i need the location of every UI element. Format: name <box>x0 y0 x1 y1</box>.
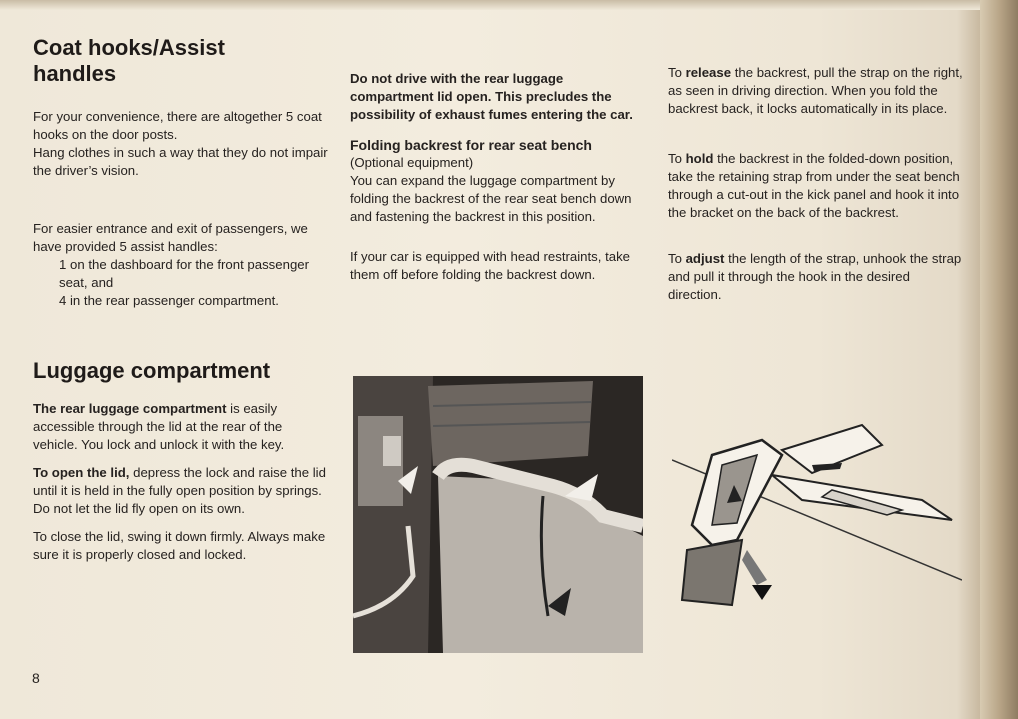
hold-pre: To <box>668 151 686 166</box>
page-number: 8 <box>32 670 40 686</box>
luggage-para-1-bold: The rear luggage compartment <box>33 401 227 416</box>
head-restraints-para: If your car is equipped with head restraints, take them off before folding the backrest down. <box>350 249 631 282</box>
strap-illustration-drawing <box>672 415 962 615</box>
adjust-para <box>668 250 966 304</box>
hold-bold: hold <box>685 151 714 166</box>
luggage-photo-drawing <box>353 376 643 653</box>
coat-hooks-para-2: Hang clothes in such a way that they do not impair the driver’s vision. <box>33 145 328 178</box>
assist-handles-para: For easier entrance and exit of passengers, we have provided 5 assist handles: <box>33 221 308 254</box>
strap-illustration <box>672 415 962 615</box>
adjust-bold: adjust <box>685 251 725 266</box>
coat-hooks-para: For your convenience, there are altogether 5 coat hooks on the door posts. <box>33 109 322 142</box>
folding-backrest-heading: Folding backrest for rear seat bench <box>350 137 592 153</box>
book-spine <box>980 0 1018 719</box>
assist-handles-text <box>33 220 331 310</box>
luggage-para-2-rest: depress the lock and raise the lid until it is held in the fully open position by springs. Do not let the lid fly open on its own. <box>33 465 326 516</box>
assist-list-item-1: 1 on the dashboard for the front passenger seat, and <box>59 257 310 290</box>
luggage-text <box>33 400 328 564</box>
luggage-para-1-rest: is easily accessible through the lid at the rear of the vehicle. You lock and unlock it with the key. <box>33 401 285 452</box>
luggage-para-2-bold: To open the lid, <box>33 465 130 480</box>
folding-backrest-para: You can expand the luggage compartment by folding the backrest of the rear seat bench down and fastening the backrest in this position. <box>350 173 632 224</box>
warning-text: Do not drive with the rear luggage compartment lid open. This precludes the possibility of exhaust fumes entering the car. <box>350 71 633 122</box>
release-para <box>668 64 966 118</box>
luggage-para-3: To close the lid, swing it down firmly. Always make sure it is properly closed and locked. <box>33 529 326 562</box>
page-top-shade <box>0 0 1018 10</box>
adjust-pre: To <box>668 251 686 266</box>
hold-rest: the backrest in the folded-down position, take the retaining strap from under the seat bench through a cut-out in the kick panel and hook it into the bracket on the back of the backrest. <box>668 151 960 220</box>
assist-list-item-2: 4 in the rear passenger compartment. <box>59 293 279 308</box>
release-pre: To <box>668 65 686 80</box>
adjust-rest: the length of the strap, unhook the strap and pull it through the hook in the desired direction. <box>668 251 962 302</box>
right-column <box>668 64 966 304</box>
luggage-para-1 <box>33 400 328 454</box>
middle-column <box>350 70 645 284</box>
luggage-photo <box>353 376 643 653</box>
heading-luggage-compartment: Luggage compartment <box>33 358 271 383</box>
coat-hooks-text <box>33 108 329 180</box>
optional-equipment-note: (Optional equipment) <box>350 155 474 170</box>
heading-coat-hooks: Coat hooks/Assist handles <box>33 35 225 86</box>
release-rest: the backrest, pull the strap on the right, as seen in driving direction. When you fold the backrest back, it locks automatically in its place. <box>668 65 963 116</box>
hold-para <box>668 150 966 222</box>
release-bold: release <box>685 65 732 80</box>
luggage-para-2 <box>33 464 328 518</box>
